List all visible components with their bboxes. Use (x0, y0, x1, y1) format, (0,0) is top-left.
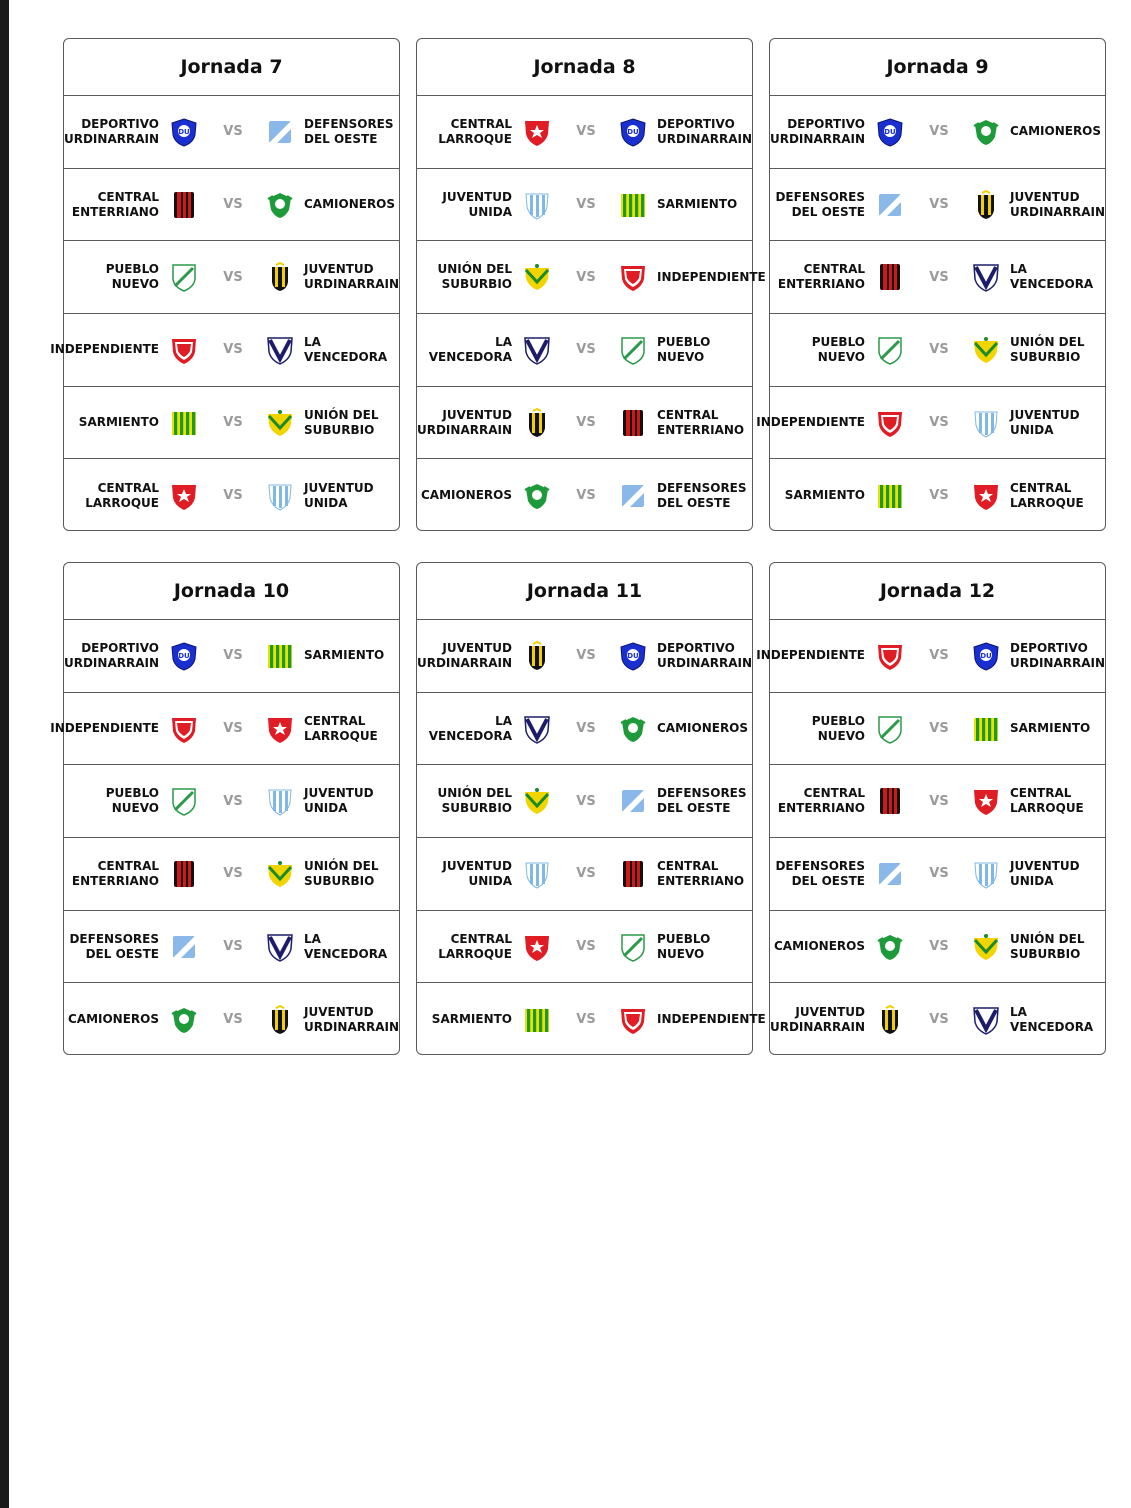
away-team-name: DEFENSORES DEL OESTE (657, 786, 747, 816)
union-del-suburbio-crest-icon (265, 408, 295, 438)
away-team-name: JUVENTUD URDINARRAIN (1010, 189, 1106, 219)
juventud-unida-crest-icon (265, 786, 295, 816)
home-team-name: CENTRAL ENTERRIANO (777, 786, 865, 816)
deportivo-urdinarrain-crest-icon (971, 641, 1001, 671)
away-team-name: JUVENTUD UNIDA (1010, 407, 1080, 437)
camioneros-crest-icon (971, 117, 1001, 147)
home-team-name: PUEBLO NUEVO (811, 334, 865, 364)
home-team-name: DEFENSORES DEL OESTE (69, 931, 159, 961)
match-row (64, 911, 399, 984)
match-row (417, 693, 752, 766)
vs-label: VS (223, 197, 243, 213)
juventud-urdinarrain-crest-icon (265, 262, 295, 292)
svg-text:DU: DU (980, 651, 992, 660)
juventud-unida-crest-icon (522, 190, 552, 220)
union-del-suburbio-crest-icon (971, 932, 1001, 962)
vs-label: VS (223, 866, 243, 882)
vs-label: VS (929, 124, 949, 140)
jornada-card (756, 562, 1106, 1055)
away-team-name: INDEPENDIENTE (657, 1012, 766, 1027)
independiente-crest-icon (618, 262, 648, 292)
match-row (770, 241, 1105, 314)
independiente-crest-icon (169, 335, 199, 365)
left-edge-strip (0, 0, 9, 1508)
union-del-suburbio-crest-icon (265, 859, 295, 889)
match-row (64, 241, 399, 314)
defensores-del-oeste-crest-icon (875, 190, 905, 220)
home-team-name: INDEPENDIENTE (756, 415, 865, 430)
camioneros-crest-icon (522, 481, 552, 511)
independiente-crest-icon (875, 641, 905, 671)
central-larroque-crest-icon (971, 786, 1001, 816)
sarmiento-crest-icon (265, 641, 295, 671)
vs-label: VS (223, 269, 243, 285)
away-team-name: UNIÓN DEL SUBURBIO (304, 858, 379, 888)
match-row (417, 96, 752, 169)
away-team-name: PUEBLO NUEVO (657, 931, 711, 961)
central-larroque-crest-icon (971, 481, 1001, 511)
match-row (756, 620, 1106, 693)
vs-label: VS (576, 197, 596, 213)
away-team-name: UNIÓN DEL SUBURBIO (1010, 334, 1085, 364)
vs-label: VS (576, 721, 596, 737)
home-team-name: CENTRAL LARROQUE (438, 116, 512, 146)
home-team-name: INDEPENDIENTE (50, 342, 159, 357)
home-team-name: PUEBLO NUEVO (105, 262, 159, 292)
home-team-name: JUVENTUD URDINARRAIN (769, 1004, 865, 1034)
vs-label: VS (576, 488, 596, 504)
independiente-crest-icon (875, 408, 905, 438)
defensores-del-oeste-crest-icon (875, 859, 905, 889)
jornada-card (416, 562, 766, 1055)
match-row (64, 620, 399, 693)
match-row (770, 765, 1105, 838)
home-team-name: LA VENCEDORA (428, 713, 512, 743)
home-team-name: DEFENSORES DEL OESTE (775, 858, 865, 888)
away-team-name: INDEPENDIENTE (657, 269, 766, 284)
central-entrerriano-crest-icon (618, 859, 648, 889)
vs-label: VS (576, 342, 596, 358)
vs-label: VS (929, 939, 949, 955)
away-team-name: CENTRAL ENTERRIANO (657, 407, 745, 437)
vs-label: VS (576, 939, 596, 955)
match-row (64, 387, 399, 460)
svg-text:DU: DU (178, 127, 190, 136)
home-team-name: CENTRAL LARROQUE (85, 480, 159, 510)
svg-text:DU: DU (627, 127, 639, 136)
home-team-name: CAMIONEROS (773, 939, 865, 954)
vs-label: VS (223, 1012, 243, 1028)
vs-label: VS (223, 793, 243, 809)
home-team-name: CENTRAL ENTERRIANO (71, 858, 159, 888)
away-team-name: PUEBLO NUEVO (657, 334, 711, 364)
match-row (417, 620, 752, 693)
match-row (417, 765, 752, 838)
away-team-name: DEPORTIVO URDINARRAIN (657, 640, 753, 670)
match-row (417, 169, 752, 242)
away-team-name: LA VENCEDORA (304, 334, 388, 364)
vs-label: VS (929, 866, 949, 882)
defensores-del-oeste-crest-icon (618, 786, 648, 816)
away-team-name: JUVENTUD URDINARRAIN (304, 1004, 400, 1034)
home-team-name: JUVENTUD URDINARRAIN (416, 640, 512, 670)
away-team-name: CAMIONEROS (1010, 124, 1102, 139)
match-row (50, 314, 399, 387)
jornada-card (50, 38, 400, 531)
home-team-name: CAMIONEROS (420, 488, 512, 503)
la-vencedora-crest-icon (971, 1005, 1001, 1035)
la-vencedora-crest-icon (265, 932, 295, 962)
jornada-title: Jornada 10 (64, 563, 399, 620)
match-row (417, 983, 766, 1056)
match-row (770, 983, 1105, 1056)
central-larroque-crest-icon (265, 714, 295, 744)
camioneros-crest-icon (618, 714, 648, 744)
vs-label: VS (929, 721, 949, 737)
union-del-suburbio-crest-icon (971, 335, 1001, 365)
pueblo-nuevo-crest-icon (169, 786, 199, 816)
vs-label: VS (929, 197, 949, 213)
home-team-name: CAMIONEROS (67, 1012, 159, 1027)
jornada-title: Jornada 9 (770, 39, 1105, 96)
match-row (417, 459, 752, 532)
home-team-name: DEPORTIVO URDINARRAIN (63, 116, 159, 146)
match-row (417, 241, 766, 314)
vs-label: VS (576, 1012, 596, 1028)
jornada-card (50, 562, 400, 1055)
vs-label: VS (576, 793, 596, 809)
juventud-unida-crest-icon (265, 481, 295, 511)
juventud-unida-crest-icon (971, 408, 1001, 438)
union-del-suburbio-crest-icon (522, 786, 552, 816)
match-row (64, 765, 399, 838)
home-team-name: DEFENSORES DEL OESTE (775, 189, 865, 219)
away-team-name: DEFENSORES DEL OESTE (657, 480, 747, 510)
sarmiento-crest-icon (971, 714, 1001, 744)
vs-label: VS (576, 415, 596, 431)
home-team-name: JUVENTUD UNIDA (442, 189, 512, 219)
pueblo-nuevo-crest-icon (169, 262, 199, 292)
jornada-title: Jornada 8 (417, 39, 752, 96)
away-team-name: SARMIENTO (304, 648, 385, 663)
jornada-title: Jornada 7 (64, 39, 399, 96)
deportivo-urdinarrain-crest-icon (618, 117, 648, 147)
defensores-del-oeste-crest-icon (265, 117, 295, 147)
jornada-card (756, 38, 1106, 531)
svg-text:DU: DU (884, 127, 896, 136)
la-vencedora-crest-icon (522, 335, 552, 365)
home-team-name: CENTRAL ENTERRIANO (777, 262, 865, 292)
match-row (417, 314, 752, 387)
juventud-urdinarrain-crest-icon (875, 1005, 905, 1035)
independiente-crest-icon (169, 714, 199, 744)
home-team-name: UNIÓN DEL SUBURBIO (437, 786, 512, 816)
match-row (417, 387, 752, 460)
jornada-title: Jornada 12 (770, 563, 1105, 620)
away-team-name: UNIÓN DEL SUBURBIO (304, 407, 379, 437)
defensores-del-oeste-crest-icon (169, 932, 199, 962)
home-team-name: INDEPENDIENTE (50, 721, 159, 736)
jornada-title: Jornada 11 (417, 563, 752, 620)
camioneros-crest-icon (265, 190, 295, 220)
camioneros-crest-icon (875, 932, 905, 962)
vs-label: VS (576, 269, 596, 285)
central-larroque-crest-icon (522, 932, 552, 962)
deportivo-urdinarrain-crest-icon (618, 641, 648, 671)
vs-label: VS (223, 488, 243, 504)
away-team-name: DEPORTIVO URDINARRAIN (1010, 640, 1106, 670)
vs-label: VS (576, 866, 596, 882)
vs-label: VS (223, 415, 243, 431)
pueblo-nuevo-crest-icon (618, 932, 648, 962)
home-team-name: SARMIENTO (431, 1012, 512, 1027)
juventud-unida-crest-icon (971, 859, 1001, 889)
away-team-name: JUVENTUD UNIDA (1010, 858, 1080, 888)
away-team-name: DEFENSORES DEL OESTE (304, 116, 394, 146)
home-team-name: JUVENTUD UNIDA (442, 858, 512, 888)
central-larroque-crest-icon (522, 117, 552, 147)
match-row (64, 838, 399, 911)
svg-text:DU: DU (627, 651, 639, 660)
sarmiento-crest-icon (875, 481, 905, 511)
match-row (417, 838, 752, 911)
sarmiento-crest-icon (169, 408, 199, 438)
juventud-urdinarrain-crest-icon (265, 1005, 295, 1035)
svg-text:DU: DU (178, 651, 190, 660)
central-entrerriano-crest-icon (875, 262, 905, 292)
away-team-name: CENTRAL ENTERRIANO (657, 858, 745, 888)
match-row (50, 693, 399, 766)
away-team-name: LA VENCEDORA (304, 931, 388, 961)
home-team-name: SARMIENTO (78, 415, 159, 430)
away-team-name: LA VENCEDORA (1010, 1004, 1094, 1034)
vs-label: VS (576, 124, 596, 140)
away-team-name: LA VENCEDORA (1010, 262, 1094, 292)
vs-label: VS (929, 1012, 949, 1028)
vs-label: VS (223, 648, 243, 664)
match-row (756, 387, 1105, 460)
vs-label: VS (576, 648, 596, 664)
match-row (417, 911, 752, 984)
home-team-name: CENTRAL ENTERRIANO (71, 189, 159, 219)
vs-label: VS (929, 269, 949, 285)
away-team-name: JUVENTUD URDINARRAIN (304, 262, 400, 292)
central-entrerriano-crest-icon (169, 859, 199, 889)
la-vencedora-crest-icon (971, 262, 1001, 292)
match-row (770, 96, 1105, 169)
union-del-suburbio-crest-icon (522, 262, 552, 292)
match-row (770, 314, 1105, 387)
deportivo-urdinarrain-crest-icon (169, 641, 199, 671)
central-larroque-crest-icon (169, 481, 199, 511)
vs-label: VS (223, 124, 243, 140)
vs-label: VS (929, 415, 949, 431)
vs-label: VS (223, 721, 243, 737)
away-team-name: CAMIONEROS (657, 721, 749, 736)
home-team-name: PUEBLO NUEVO (105, 786, 159, 816)
camioneros-crest-icon (169, 1005, 199, 1035)
sarmiento-crest-icon (618, 190, 648, 220)
pueblo-nuevo-crest-icon (875, 714, 905, 744)
match-row (770, 693, 1105, 766)
central-entrerriano-crest-icon (169, 190, 199, 220)
match-row (64, 459, 399, 532)
juventud-urdinarrain-crest-icon (522, 641, 552, 671)
home-team-name: LA VENCEDORA (428, 334, 512, 364)
vs-label: VS (929, 648, 949, 664)
deportivo-urdinarrain-crest-icon (875, 117, 905, 147)
central-entrerriano-crest-icon (618, 408, 648, 438)
match-row (770, 838, 1105, 911)
match-row (64, 96, 399, 169)
match-row (64, 983, 399, 1056)
away-team-name: JUVENTUD UNIDA (304, 480, 374, 510)
match-row (770, 459, 1105, 532)
away-team-name: DEPORTIVO URDINARRAIN (657, 116, 753, 146)
independiente-crest-icon (618, 1005, 648, 1035)
home-team-name: PUEBLO NUEVO (811, 713, 865, 743)
juventud-urdinarrain-crest-icon (971, 190, 1001, 220)
away-team-name: CENTRAL LARROQUE (304, 713, 378, 743)
away-team-name: CENTRAL LARROQUE (1010, 480, 1084, 510)
juventud-urdinarrain-crest-icon (522, 408, 552, 438)
away-team-name: SARMIENTO (657, 197, 738, 212)
vs-label: VS (929, 488, 949, 504)
home-team-name: SARMIENTO (784, 488, 865, 503)
away-team-name: CENTRAL LARROQUE (1010, 786, 1084, 816)
vs-label: VS (929, 342, 949, 358)
central-entrerriano-crest-icon (875, 786, 905, 816)
match-row (64, 169, 399, 242)
juventud-unida-crest-icon (522, 859, 552, 889)
match-row (770, 169, 1105, 242)
home-team-name: DEPORTIVO URDINARRAIN (63, 640, 159, 670)
vs-label: VS (223, 939, 243, 955)
away-team-name: JUVENTUD UNIDA (304, 786, 374, 816)
jornada-card (416, 38, 766, 531)
away-team-name: SARMIENTO (1010, 721, 1091, 736)
la-vencedora-crest-icon (265, 335, 295, 365)
away-team-name: UNIÓN DEL SUBURBIO (1010, 931, 1085, 961)
home-team-name: UNIÓN DEL SUBURBIO (437, 262, 512, 292)
home-team-name: DEPORTIVO URDINARRAIN (769, 116, 865, 146)
vs-label: VS (223, 342, 243, 358)
vs-label: VS (929, 793, 949, 809)
home-team-name: JUVENTUD URDINARRAIN (416, 407, 512, 437)
home-team-name: CENTRAL LARROQUE (438, 931, 512, 961)
home-team-name: INDEPENDIENTE (756, 648, 865, 663)
deportivo-urdinarrain-crest-icon (169, 117, 199, 147)
pueblo-nuevo-crest-icon (618, 335, 648, 365)
pueblo-nuevo-crest-icon (875, 335, 905, 365)
match-row (770, 911, 1105, 984)
defensores-del-oeste-crest-icon (618, 481, 648, 511)
away-team-name: CAMIONEROS (304, 197, 396, 212)
la-vencedora-crest-icon (522, 714, 552, 744)
sarmiento-crest-icon (522, 1005, 552, 1035)
